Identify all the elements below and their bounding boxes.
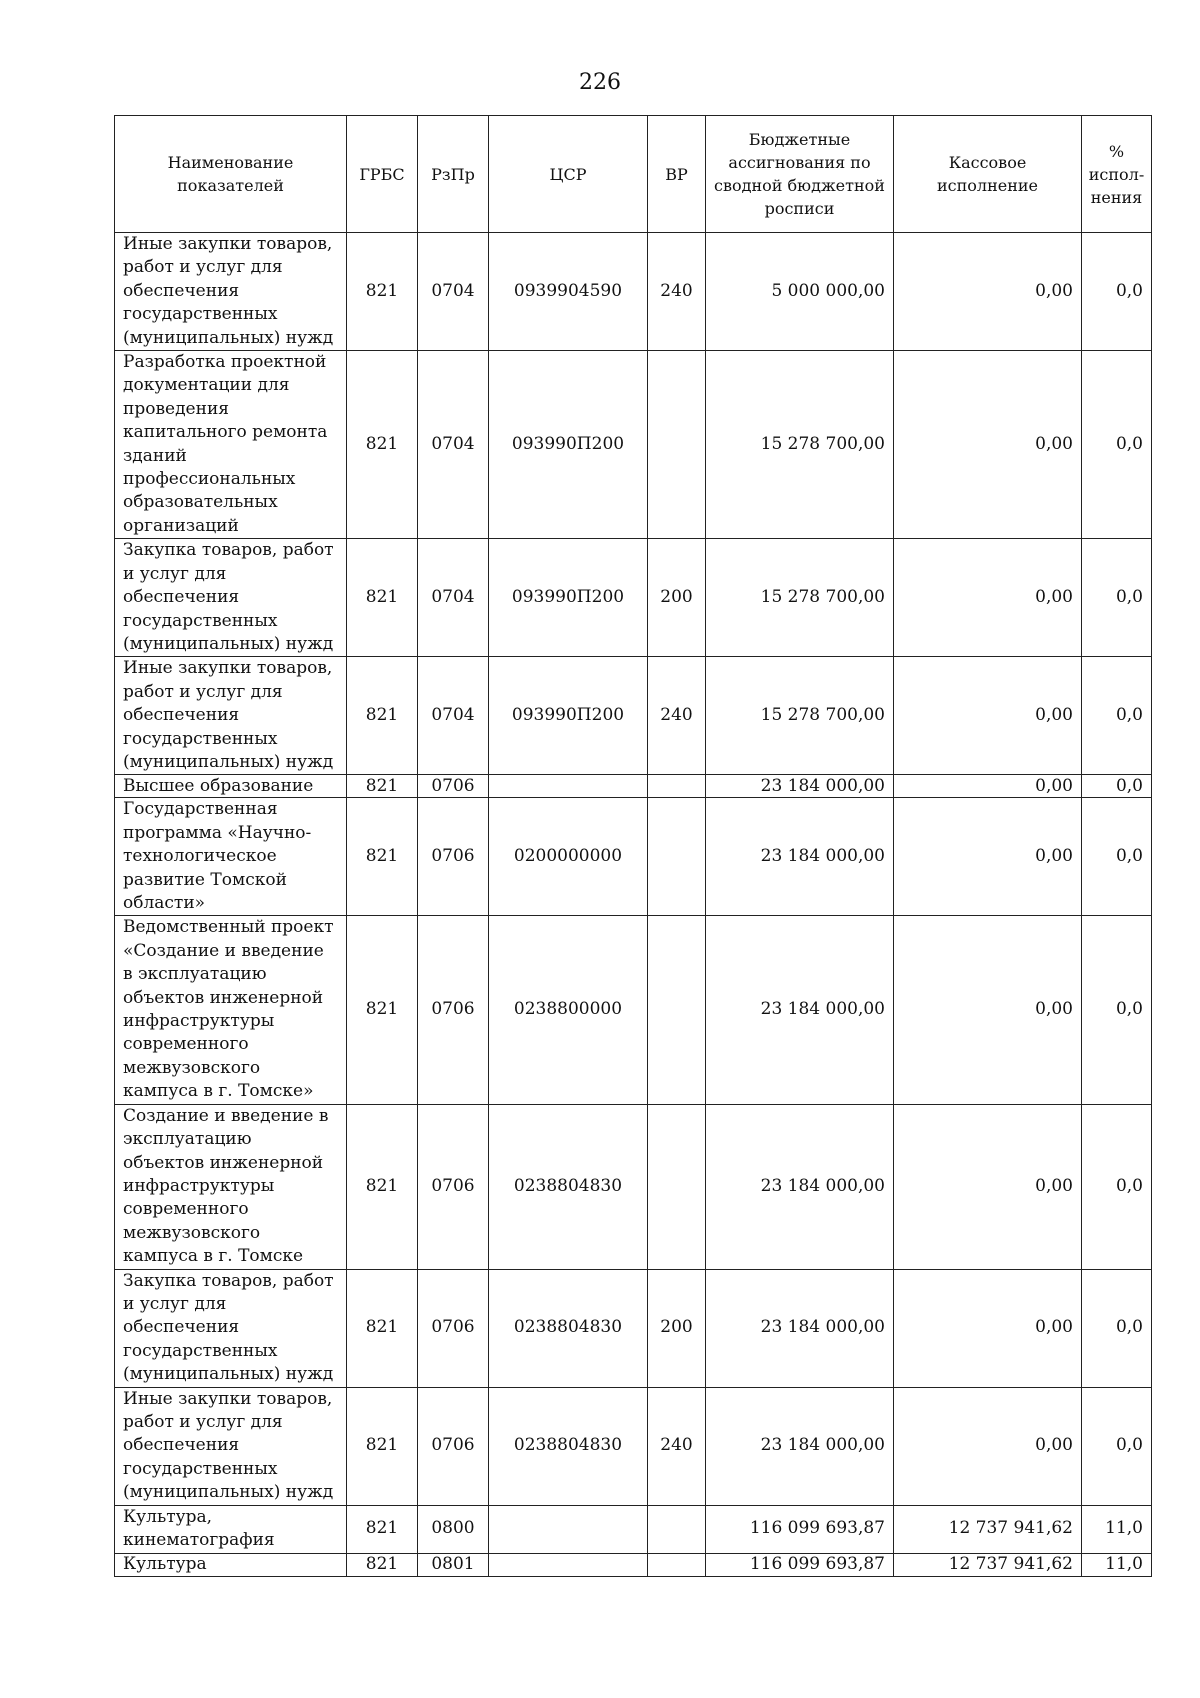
row-budget: 23 184 000,00	[706, 1269, 894, 1387]
row-grbs: 821	[347, 1387, 418, 1505]
row-rzpr: 0800	[418, 1505, 489, 1553]
row-budget: 23 184 000,00	[706, 916, 894, 1104]
row-budget: 116 099 693,87	[706, 1505, 894, 1553]
row-rzpr: 0704	[418, 657, 489, 775]
row-csr	[489, 775, 648, 798]
row-percent: 11,0	[1082, 1553, 1152, 1576]
row-budget: 5 000 000,00	[706, 233, 894, 351]
row-rzpr: 0706	[418, 798, 489, 916]
row-grbs: 821	[347, 1269, 418, 1387]
row-vr: 200	[648, 1269, 706, 1387]
row-name: Государственная программа «Научно-технологическое развитие Томской области»	[115, 798, 347, 916]
row-cash: 0,00	[894, 657, 1082, 775]
row-vr: 240	[648, 1387, 706, 1505]
row-percent: 0,0	[1082, 1104, 1152, 1269]
table-row	[115, 351, 1152, 539]
header-cash: Кассовое исполнение	[894, 116, 1082, 233]
row-percent: 0,0	[1082, 798, 1152, 916]
table-row	[115, 1505, 1152, 1553]
row-rzpr: 0704	[418, 233, 489, 351]
row-name: Закупка товаров, работ и услуг для обеспечения государственных (муниципальных) нужд	[115, 539, 347, 657]
row-csr: 0200000000	[489, 798, 648, 916]
row-cash: 0,00	[894, 916, 1082, 1104]
row-cash: 12 737 941,62	[894, 1505, 1082, 1553]
row-cash: 0,00	[894, 798, 1082, 916]
row-name: Культура, кинематография	[115, 1505, 347, 1553]
header-rzpr: РзПр	[418, 116, 489, 233]
row-csr: 093990П200	[489, 539, 648, 657]
row-rzpr: 0706	[418, 1269, 489, 1387]
row-vr	[648, 1104, 706, 1269]
row-csr: 093990П200	[489, 351, 648, 539]
row-name: Иные закупки товаров, работ и услуг для обеспечения государственных (муниципальных) нужд	[115, 233, 347, 351]
page-number: 226	[579, 70, 621, 95]
row-cash: 0,00	[894, 351, 1082, 539]
row-grbs: 821	[347, 1505, 418, 1553]
row-cash: 0,00	[894, 539, 1082, 657]
row-vr	[648, 916, 706, 1104]
row-budget: 23 184 000,00	[706, 1387, 894, 1505]
row-rzpr: 0706	[418, 1387, 489, 1505]
row-csr: 0939904590	[489, 233, 648, 351]
row-budget: 116 099 693,87	[706, 1553, 894, 1576]
row-budget: 15 278 700,00	[706, 351, 894, 539]
row-cash: 0,00	[894, 233, 1082, 351]
row-csr	[489, 1553, 648, 1576]
row-cash: 0,00	[894, 775, 1082, 798]
row-budget: 23 184 000,00	[706, 798, 894, 916]
table-row	[115, 916, 1152, 1104]
row-percent: 0,0	[1082, 539, 1152, 657]
row-budget: 15 278 700,00	[706, 657, 894, 775]
row-name: Высшее образование	[115, 775, 347, 798]
row-grbs: 821	[347, 775, 418, 798]
row-name: Создание и введение в эксплуатацию объектов инженерной инфраструктуры современного межвузовского кампуса в г. Томске	[115, 1104, 347, 1269]
row-budget: 23 184 000,00	[706, 1104, 894, 1269]
header-row	[115, 116, 1152, 233]
row-vr	[648, 798, 706, 916]
header-csr: ЦСР	[489, 116, 648, 233]
row-csr	[489, 1505, 648, 1553]
row-csr: 0238804830	[489, 1269, 648, 1387]
table-row	[115, 1104, 1152, 1269]
row-grbs: 821	[347, 657, 418, 775]
row-csr: 0238804830	[489, 1104, 648, 1269]
row-vr: 240	[648, 657, 706, 775]
header-percent: % испол-нения	[1082, 116, 1152, 233]
row-vr	[648, 1553, 706, 1576]
row-grbs: 821	[347, 539, 418, 657]
row-vr: 240	[648, 233, 706, 351]
row-name: Ведомственный проект «Создание и введение в эксплуатацию объектов инженерной инфраструктуры современного межвузовского кампуса в г. Томске»	[115, 916, 347, 1104]
row-percent: 0,0	[1082, 351, 1152, 539]
table-row	[115, 233, 1152, 351]
row-cash: 0,00	[894, 1387, 1082, 1505]
table-row	[115, 775, 1152, 798]
row-grbs: 821	[347, 233, 418, 351]
row-percent: 11,0	[1082, 1505, 1152, 1553]
table-row	[115, 1269, 1152, 1387]
row-name: Разработка проектной документации для проведения капитального ремонта зданий профессиональных образовательных организаций	[115, 351, 347, 539]
row-rzpr: 0706	[418, 1104, 489, 1269]
row-grbs: 821	[347, 351, 418, 539]
row-percent: 0,0	[1082, 233, 1152, 351]
row-csr: 0238800000	[489, 916, 648, 1104]
budget-table	[114, 115, 1152, 1577]
row-rzpr: 0704	[418, 351, 489, 539]
table-row	[115, 1553, 1152, 1576]
row-vr	[648, 1505, 706, 1553]
row-name: Закупка товаров, работ и услуг для обеспечения государственных (муниципальных) нужд	[115, 1269, 347, 1387]
header-grbs: ГРБС	[347, 116, 418, 233]
row-budget: 23 184 000,00	[706, 775, 894, 798]
row-vr	[648, 351, 706, 539]
header-budget: Бюджетные ассигнования по сводной бюджетной росписи	[706, 116, 894, 233]
row-rzpr: 0706	[418, 775, 489, 798]
row-grbs: 821	[347, 1104, 418, 1269]
row-percent: 0,0	[1082, 657, 1152, 775]
table-row	[115, 798, 1152, 916]
table-row	[115, 1387, 1152, 1505]
table-body	[115, 233, 1152, 1577]
header-name: Наименование показателей	[115, 116, 347, 233]
row-rzpr: 0704	[418, 539, 489, 657]
row-name: Культура	[115, 1553, 347, 1576]
row-cash: 12 737 941,62	[894, 1553, 1082, 1576]
row-cash: 0,00	[894, 1269, 1082, 1387]
row-rzpr: 0801	[418, 1553, 489, 1576]
row-rzpr: 0706	[418, 916, 489, 1104]
row-csr: 0238804830	[489, 1387, 648, 1505]
row-name: Иные закупки товаров, работ и услуг для обеспечения государственных (муниципальных) нужд	[115, 657, 347, 775]
row-cash: 0,00	[894, 1104, 1082, 1269]
row-percent: 0,0	[1082, 916, 1152, 1104]
row-name: Иные закупки товаров, работ и услуг для обеспечения государственных (муниципальных) нужд	[115, 1387, 347, 1505]
row-grbs: 821	[347, 1553, 418, 1576]
row-percent: 0,0	[1082, 1269, 1152, 1387]
row-grbs: 821	[347, 798, 418, 916]
row-grbs: 821	[347, 916, 418, 1104]
row-vr	[648, 775, 706, 798]
row-vr: 200	[648, 539, 706, 657]
row-budget: 15 278 700,00	[706, 539, 894, 657]
header-vr: ВР	[648, 116, 706, 233]
row-percent: 0,0	[1082, 1387, 1152, 1505]
table-row	[115, 657, 1152, 775]
row-percent: 0,0	[1082, 775, 1152, 798]
row-csr: 093990П200	[489, 657, 648, 775]
table-row	[115, 539, 1152, 657]
